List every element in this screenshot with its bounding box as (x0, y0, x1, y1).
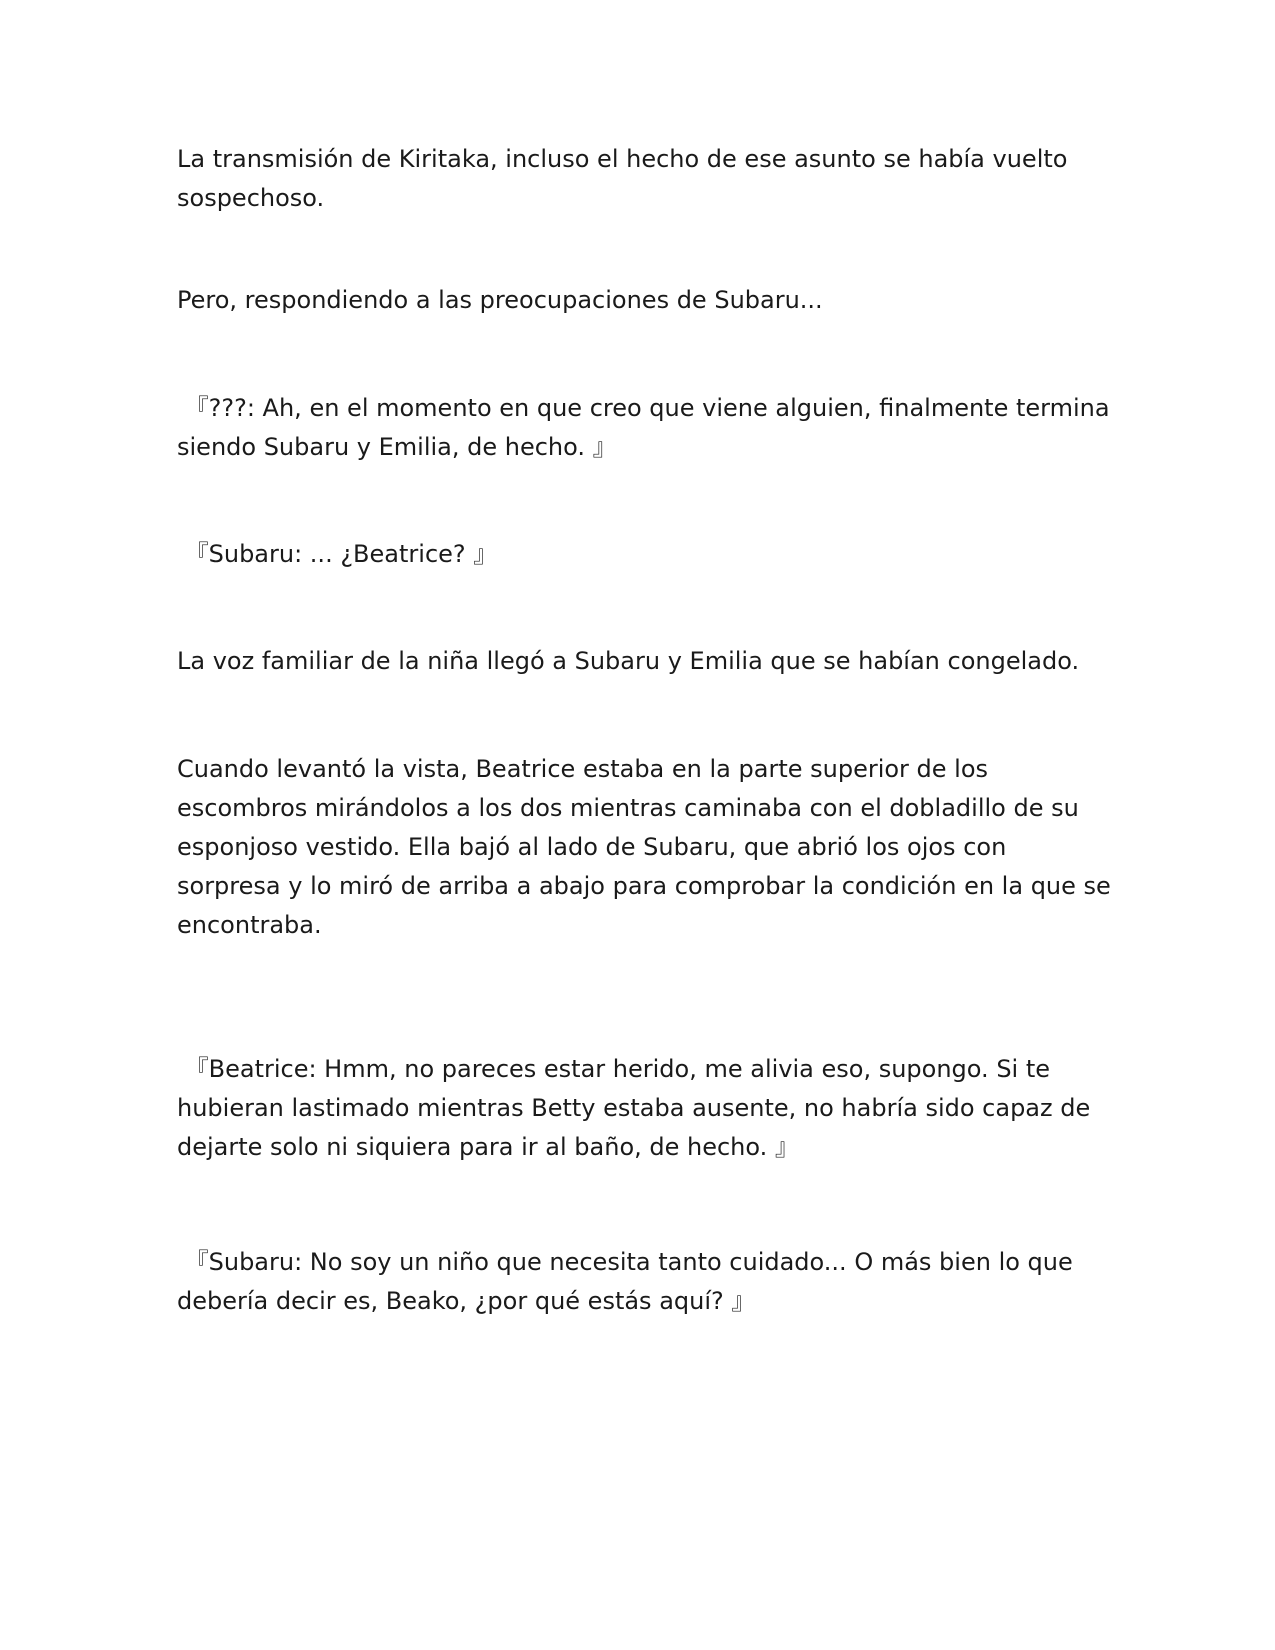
text-line: siendo Subaru y Emilia, de hecho. 』 (177, 433, 617, 461)
text-line: La voz familiar de la niña llegó a Subaru y Emilia que se habían congelado. (177, 647, 1080, 675)
text-line: hubieran lastimado mientras Betty estaba ausente, no habría sido capaz de (177, 1094, 1091, 1122)
text-line: 『Subaru: ... ¿Beatrice? 』 (177, 540, 498, 568)
text-line: 『Beatrice: Hmm, no pareces estar herido, me alivia eso, supongo. Si te (177, 1055, 1051, 1083)
paragraph-dialogue-beatrice (177, 1050, 1107, 1167)
paragraph-dialogue-subaru-1 (177, 535, 1107, 574)
text-line: Cuando levantó la vista, Beatrice estaba en la parte superior de los (177, 755, 989, 783)
text-line: 『???: Ah, en el momento en que creo que viene alguien, finalmente termina (177, 394, 1110, 422)
text-line: Pero, respondiendo a las preocupaciones de Subaru... (177, 286, 823, 314)
text-line: escombros mirándolos a los dos mientras caminaba con el dobladillo de su (177, 794, 1079, 822)
paragraph-narration-4 (177, 750, 1111, 945)
text-line: 『Subaru: No soy un niño que necesita tanto cuidado... O más bien lo que (177, 1248, 1073, 1276)
text-line: esponjoso vestido. Ella bajó al lado de Subaru, que abrió los ojos con (177, 833, 1007, 861)
paragraph-narration-3 (177, 642, 1107, 681)
text-line: dejarte solo ni siquiera para ir al baño, de hecho. 』 (177, 1133, 799, 1161)
text-line: sorpresa y lo miró de arriba a abajo para comprobar la condición en la que se (177, 872, 1111, 900)
text-line: La transmisión de Kiritaka, incluso el hecho de ese asunto se había vuelto (177, 145, 1068, 173)
text-line: debería decir es, Beako, ¿por qué estás aquí? 』 (177, 1287, 756, 1315)
text-line: encontraba. (177, 911, 322, 939)
paragraph-dialogue-unknown (177, 389, 1110, 467)
paragraph-narration-1 (177, 140, 1107, 218)
text-line: sospechoso. (177, 184, 325, 212)
paragraph-narration-2 (177, 281, 1107, 320)
paragraph-dialogue-subaru-2 (177, 1243, 1107, 1321)
